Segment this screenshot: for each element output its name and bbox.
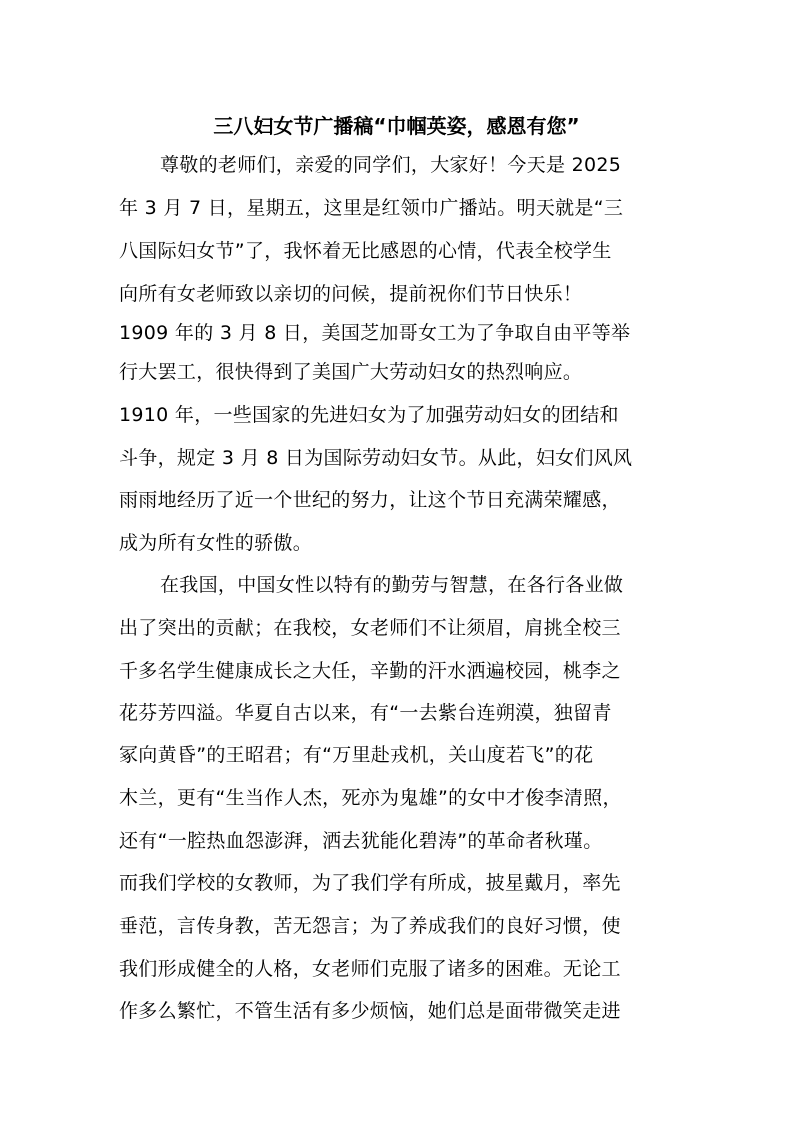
text-line-13: 千多名学生健康成长之大任，辛勤的汗水洒遍校园，桃李之 [119, 660, 621, 682]
text-line-4: 向所有女老师致以亲切的问候，提前祝你们节日快乐！ [119, 283, 583, 305]
text-line-10: 成为所有女性的骄傲。 [119, 532, 313, 554]
document-title: 三八妇女节广播稿“巾帼英姿，感恩有您” [213, 114, 580, 138]
text-line-20: 我们形成健全的人格，女老师们克服了诸多的困难。无论工 [119, 958, 621, 980]
text-line-19: 垂范，言传身教，苦无怨言；为了养成我们的良好习惯，使 [119, 915, 621, 937]
text-line-14: 花芬芳四溢。华夏自古以来，有“一去紫台连朔漠，独留青 [119, 702, 612, 724]
text-line-15: 冢向黄昏”的王昭君；有“万里赴戎机，关山度若飞”的花 [119, 744, 594, 766]
text-line-11: 在我国，中国女性以特有的勤劳与智慧，在各行各业做 [160, 574, 624, 596]
text-line-7: 1910 年，一些国家的先进妇女为了加强劳动妇女的团结和 [119, 404, 619, 426]
text-line-8: 斗争，规定 3 月 8 日为国际劳动妇女节。从此，妇女们风风 [119, 447, 633, 469]
text-line-1: 尊敬的老师们，亲爱的同学们，大家好！今天是 2025 [160, 154, 622, 176]
text-line-12: 出了突出的贡献；在我校，女老师们不让须眉，肩挑全校三 [119, 617, 621, 639]
text-line-16: 木兰，更有“生当作人杰，死亦为鬼雄”的女中才俊李清照， [119, 787, 622, 809]
text-line-6: 行大罢工，很快得到了美国广大劳动妇女的热烈响应。 [119, 361, 583, 383]
text-line-18: 而我们学校的女教师，为了我们学有所成，披星戴月，率先 [119, 872, 621, 894]
text-line-17: 还有“一腔热血怨澎湃，洒去犹能化碧涛”的革命者秋瑾。 [119, 830, 603, 852]
text-line-2: 年 3 月 7 日，星期五，这里是红领巾广播站。明天就是“三 [119, 197, 624, 219]
text-line-21: 作多么繁忙，不管生活有多少烦恼，她们总是面带微笑走进 [119, 1000, 621, 1022]
text-line-3: 八国际妇女节”了，我怀着无比感恩的心情，代表全校学生 [119, 240, 612, 262]
text-line-9: 雨雨地经历了近一个世纪的努力，让这个节日充满荣耀感， [119, 489, 621, 511]
text-line-5: 1909 年的 3 月 8 日，美国芝加哥女工为了争取自由平等举 [119, 322, 631, 344]
